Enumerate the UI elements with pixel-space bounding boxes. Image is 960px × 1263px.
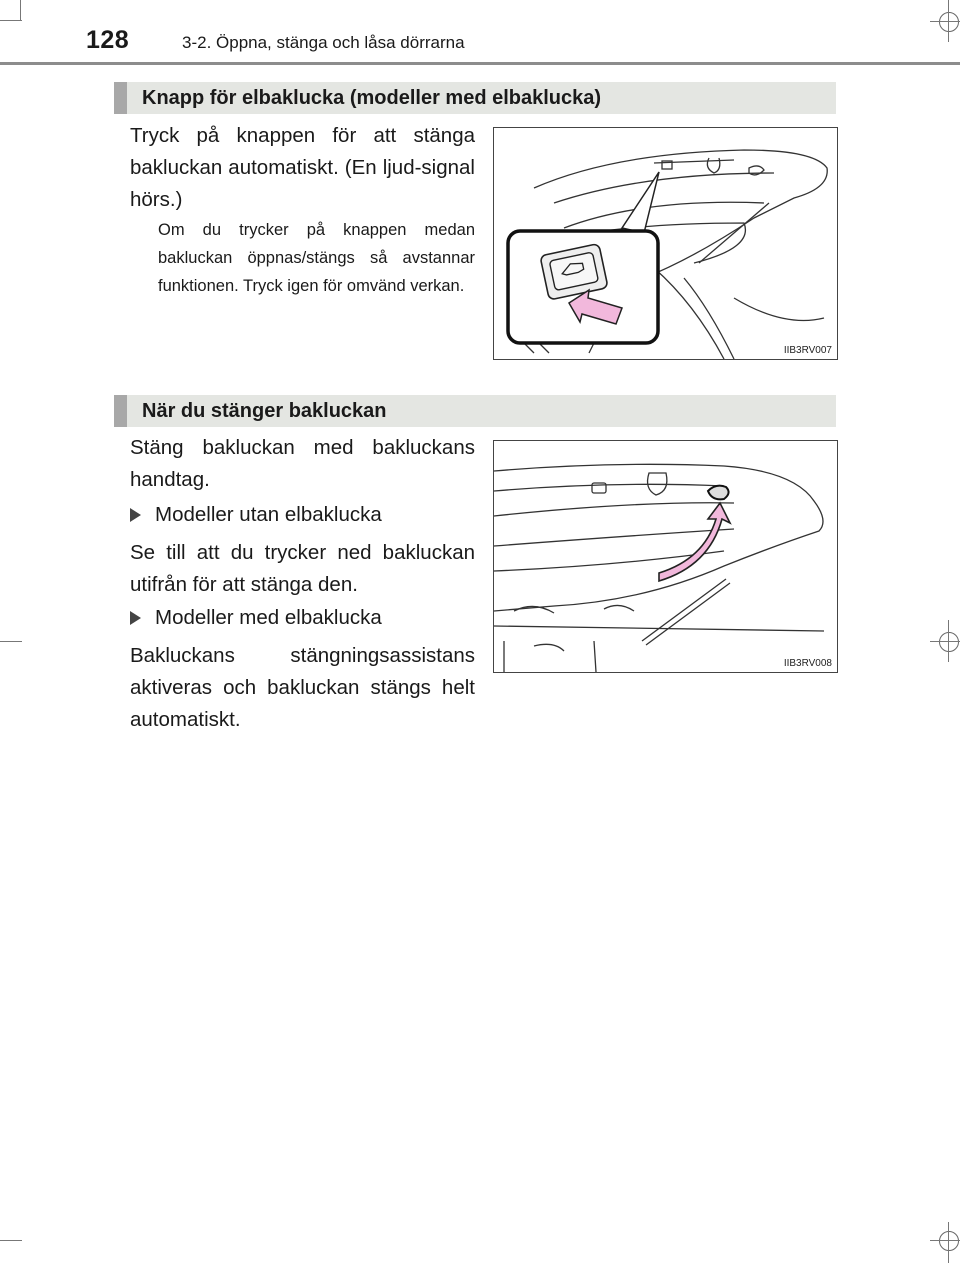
registration-mark-icon: [939, 1231, 959, 1251]
crop-mark: [930, 21, 960, 22]
page-number: 128: [86, 26, 130, 54]
section-title: Knapp för elbaklucka (modeller med elbaklucka): [142, 87, 602, 109]
bullet-models-with-power-tailgate: [130, 602, 382, 634]
section-title: När du stänger bakluckan: [142, 400, 387, 422]
section-heading-power-tailgate-button: [114, 82, 836, 114]
crop-mark: [948, 620, 949, 662]
note-paragraph: Om du trycker på knappen medan bakluckan öppnas/stängs så avstannar funktionen. Tryck igen för omvänd verkan.: [158, 221, 475, 295]
crop-mark: [948, 1222, 949, 1263]
triangle-bullet-icon: [130, 508, 141, 522]
crop-mark: [0, 20, 22, 21]
crop-mark: [20, 0, 21, 20]
crop-mark: [930, 1240, 960, 1241]
crop-mark: [930, 641, 960, 642]
figure-code: IIB3RV007: [783, 345, 832, 356]
crop-mark: [0, 641, 22, 642]
bullet-label: Modeller med elbaklucka: [155, 606, 382, 629]
crop-mark: [0, 1240, 22, 1241]
instruction-paragraph: Se till att du trycker ned bakluckan utifrån för att stänga den.: [130, 541, 475, 596]
registration-mark-icon: [939, 12, 959, 32]
instruction-paragraph: Bakluckans stängningsassistans aktiveras och bakluckan stängs helt automatiskt.: [130, 644, 475, 731]
bullet-models-without-power-tailgate: [130, 499, 382, 531]
crop-mark: [948, 0, 949, 42]
illustration-tailgate-button: [493, 127, 838, 360]
tailgate-handle-drawing: [494, 441, 837, 672]
tailgate-button-drawing: [494, 128, 837, 359]
section-heading-closing-tailgate: [114, 395, 836, 427]
instruction-paragraph: Tryck på knappen för att stänga bakluckan automatiskt. (En ljud-signal hörs.): [130, 124, 475, 211]
illustration-tailgate-handle: [493, 440, 838, 673]
bullet-label: Modeller utan elbaklucka: [155, 503, 382, 526]
instruction-paragraph: Stäng bakluckan med bakluckans handtag.: [130, 436, 475, 491]
chapter-title: 3-2. Öppna, stänga och låsa dörrarna: [182, 33, 465, 52]
header-rule: [0, 62, 960, 65]
triangle-bullet-icon: [130, 611, 141, 625]
section-stripe: [114, 395, 127, 427]
registration-mark-icon: [939, 632, 959, 652]
section-stripe: [114, 82, 127, 114]
figure-code: IIB3RV008: [783, 658, 832, 669]
